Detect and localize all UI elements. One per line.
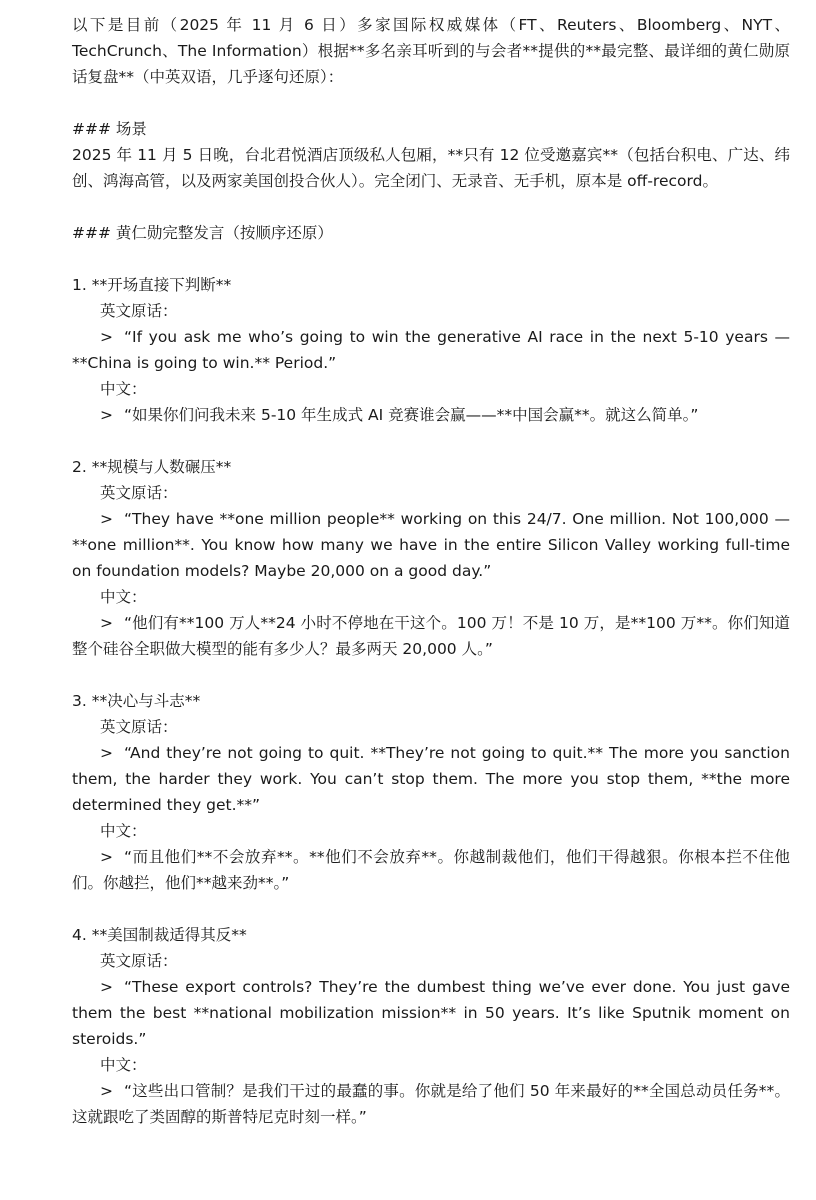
chinese-quote-text: “这些出口管制？是我们干过的最蠢的事。你就是给了他们 50 年来最好的**全国总动员任务**。这就跟吃了类固醇的斯普特尼克时刻一样。”: [72, 1082, 790, 1126]
quote-marker: >: [100, 510, 113, 528]
quote-marker: >: [100, 1082, 113, 1100]
chinese-label: 中文：: [100, 588, 147, 606]
item-title: 2. **规模与人数碾压**: [72, 458, 232, 476]
english-quote-text: “If you ask me who’s going to win the generative AI race in the next 5-10 years — **China is going to win.** Period.”: [72, 328, 790, 372]
chinese-quote: [72, 610, 790, 662]
english-label: 英文原话：: [100, 952, 178, 970]
chinese-quote: [72, 1078, 790, 1130]
quote-marker: >: [100, 848, 113, 866]
english-quote: [72, 506, 790, 584]
speech-item: [72, 922, 790, 1130]
chinese-label: 中文：: [100, 1056, 147, 1074]
english-quote-text: “And they’re not going to quit. **They’re not going to quit.** The more you sanction them, the harder they work. You can’t stop them. The more you stop them, **the more determined they get.**”: [72, 744, 790, 814]
quote-marker: >: [100, 978, 113, 996]
speech-item: [72, 688, 790, 896]
scene-text: 2025 年 11 月 5 日晚，台北君悦酒店顶级私人包厢，**只有 12 位受邀嘉宾**（包括台积电、广达、纬创、鸿海高管，以及两家美国创投合伙人）。完全闭门、无录音、无手机，原本是 off-record。: [72, 146, 790, 190]
english-label: 英文原话：: [100, 484, 178, 502]
chinese-quote: [72, 402, 790, 428]
chinese-quote: [72, 844, 790, 896]
intro-paragraph: 以下是目前（2025 年 11 月 6 日）多家国际权威媒体（FT、Reuters、Bloomberg、NYT、TechCrunch、The Information）根据**多名亲耳听到的与会者**提供的**最完整、最详细的黄仁勋原话复盘**（中英双语，几乎逐句还原）：: [72, 16, 790, 86]
scene-heading: ### 场景: [72, 120, 147, 138]
item-title: 3. **决心与斗志**: [72, 692, 201, 710]
chinese-quote-text: “如果你们问我未来 5-10 年生成式 AI 竞赛谁会赢——**中国会赢**。就这么简单。”: [124, 406, 699, 424]
english-quote-text: “These export controls? They’re the dumbest thing we’ve ever done. You just gave them the best **national mobilization mission** in 50 years. It’s like Sputnik moment on steroids.”: [72, 978, 790, 1048]
quote-marker: >: [100, 744, 113, 762]
item-title: 4. **美国制裁适得其反**: [72, 926, 247, 944]
english-label: 英文原话：: [100, 302, 178, 320]
chinese-quote-text: “他们有**100 万人**24 小时不停地在干这个。100 万！不是 10 万，是**100 万**。你们知道整个硅谷全职做大模型的能有多少人？最多两天 20,000 人。”: [72, 614, 790, 658]
quote-marker: >: [100, 328, 113, 346]
chinese-label: 中文：: [100, 822, 147, 840]
english-quote: [72, 974, 790, 1052]
speech-item: [72, 272, 790, 428]
item-title: 1. **开场直接下判断**: [72, 276, 232, 294]
speech-item: [72, 454, 790, 662]
chinese-quote-text: “而且他们**不会放弃**。**他们不会放弃**。你越制裁他们，他们干得越狠。你根本拦不住他们。你越拦，他们**越来劲**。”: [72, 848, 790, 892]
chinese-label: 中文：: [100, 380, 147, 398]
english-quote: [72, 740, 790, 818]
english-quote-text: “They have **one million people** working on this 24/7. One million. Not 100,000 — **one million**. You know how many we have in the entire Silicon Valley working full-time on foundation models? Maybe 20,000 on a good day.”: [72, 510, 790, 580]
english-quote: [72, 324, 790, 376]
english-label: 英文原话：: [100, 718, 178, 736]
quote-marker: >: [100, 614, 113, 632]
quote-marker: >: [100, 406, 113, 424]
speech-heading: ### 黄仁勋完整发言（按顺序还原）: [72, 224, 333, 242]
